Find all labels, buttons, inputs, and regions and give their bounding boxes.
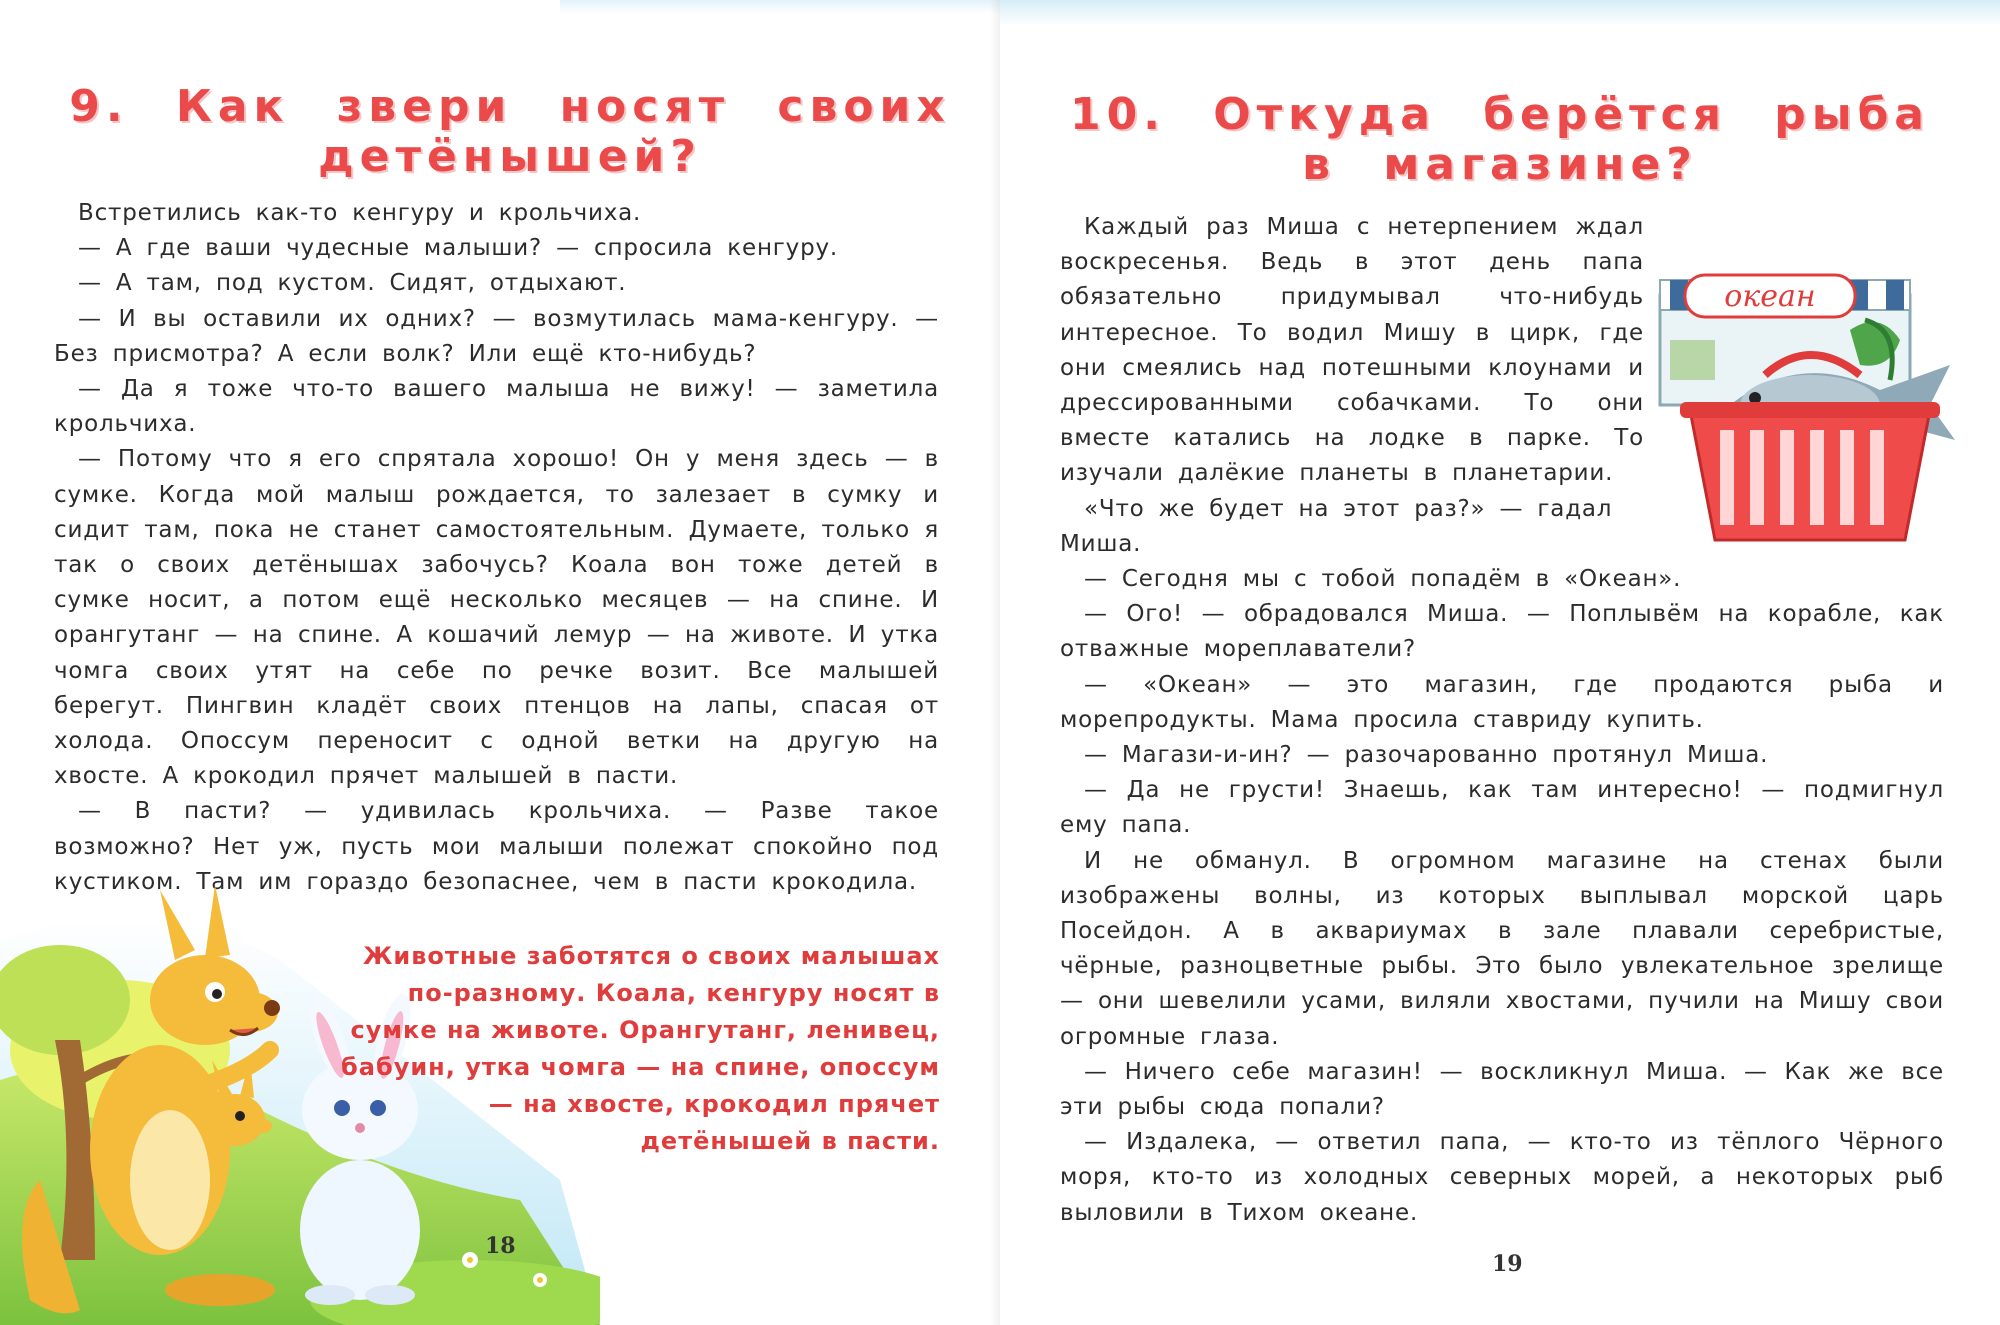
left-story-text: [54, 196, 939, 900]
story-paragraph: — Ничего себе магазин! — воскликнул Миша. — Как же все эти рыбы сюда попали?: [1060, 1058, 1944, 1121]
right-page: [1000, 0, 2000, 1325]
story-paragraph: — Магази-и-ин? — разочарованно протянул Миша.: [1084, 742, 1769, 769]
moral-text: Животные заботятся о своих малышах по-разному. Коала, кенгуру носят в сумке на животе. Орангутанг, ленивец, бабуин, утка чомга — на спине, опоссум — на хвосте, крокодил прячет детёнышей в пасти.: [340, 942, 940, 1155]
story-paragraph: Каждый раз Миша с нетерпением ждал воскресенья. Ведь в этот день папа обязательно придумывал что-нибудь интересное. То водил Мишу в цирк, где они смеялись над потешными клоунами и дрессированными собачками. То они вместе катались на лодке в парке. То изучали далёкие планеты в планетарии.: [1060, 214, 1644, 487]
right-page-title: 10. Откуда берётся рыба в магазине?: [1069, 89, 1930, 190]
story-paragraph: — А где ваши чудесные малыши? — спросила кенгуру.: [78, 235, 838, 262]
story-paragraph: — Сегодня мы с тобой попадём в «Океан».: [1084, 566, 1682, 593]
story-paragraph: — Ого! — обрадовался Миша. — Поплывём на корабле, как отважные мореплаватели?: [1060, 601, 1944, 663]
story-paragraph: — Да не грусти! Знаешь, как там интересно! — подмигнул ему папа.: [1060, 777, 1944, 839]
story-paragraph: — И вы оставили их одних? — возмутилась мама-кенгуру. — Без присмотра? А если волк? Или ещё кто-нибудь?: [54, 305, 939, 367]
fish-shop-illustration: [1650, 270, 1990, 570]
story-paragraph: И не обманул. В огромном магазине на стенах были изображены волны, из которых выплывал морской царь Посейдон. А в аквариумах в зале плавали серебристые, чёрные, разноцветные рыбы. Это было увлекательное зрелище — они шевелили усами, виляли хвостами, пучили на Мишу свои огромные глаза.: [1060, 847, 1944, 1050]
story-paragraph: — В пасти? — удивилась крольчиха. — Разве такое возможно? Нет уж, пусть мои малыши полежат спокойно под кустиком. Там им гораздо безопаснее, чем в пасти крокодила.: [54, 798, 939, 895]
page-number: 19: [1492, 1251, 1523, 1277]
story-paragraph: — «Океан» — это магазин, где продаются рыба и морепродукты. Мама просила ставриду купить.: [1060, 671, 1944, 733]
page-number: 18: [485, 1233, 516, 1259]
story-paragraph: — А там, под кустом. Сидят, отдыхают.: [78, 270, 627, 297]
sky-strip: [1000, 0, 2000, 26]
story-paragraph: — Издалека, — ответил папа, — кто-то из тёплого Чёрного моря, кто-то из холодных северных морей, а некоторых рыб выловили в Тихом океане.: [1060, 1129, 1944, 1226]
shop-sign: океан: [1724, 279, 1816, 314]
story-paragraph: «Что же будет на этот раз?» — гадал Миша.: [1060, 495, 1613, 557]
story-paragraph: Встретились как-то кенгуру и крольчиха.: [78, 200, 642, 226]
left-page-title: 9. Как звери носят своих детёнышей?: [69, 81, 951, 182]
story-paragraph: — Потому что я его спрятала хорошо! Он у меня здесь — в сумке. Когда мой малыш рождается, то залезает в сумку и сидит там, пока не станет самостоятельным. Думаете, только я так о своих детёнышах забочусь? Коала вон тоже детей в сумке носит, а потом ещё несколько месяцев — на спине. И орангутанг — на спине. А кошачий лемур — на животе. И утка чомга своих утят на себе по речке возит. Все малышей берегут. Пингвин кладёт своих птенцов на лапы, спасая от холода. Опоссум переносит с одной ветки на другую на хвосте. А крокодил прячет малышей в пасти.: [54, 446, 939, 790]
sky-strip: [560, 0, 1000, 14]
story-paragraph: — Да я тоже что-то вашего малыша не вижу! — заметила крольчиха.: [54, 376, 939, 438]
